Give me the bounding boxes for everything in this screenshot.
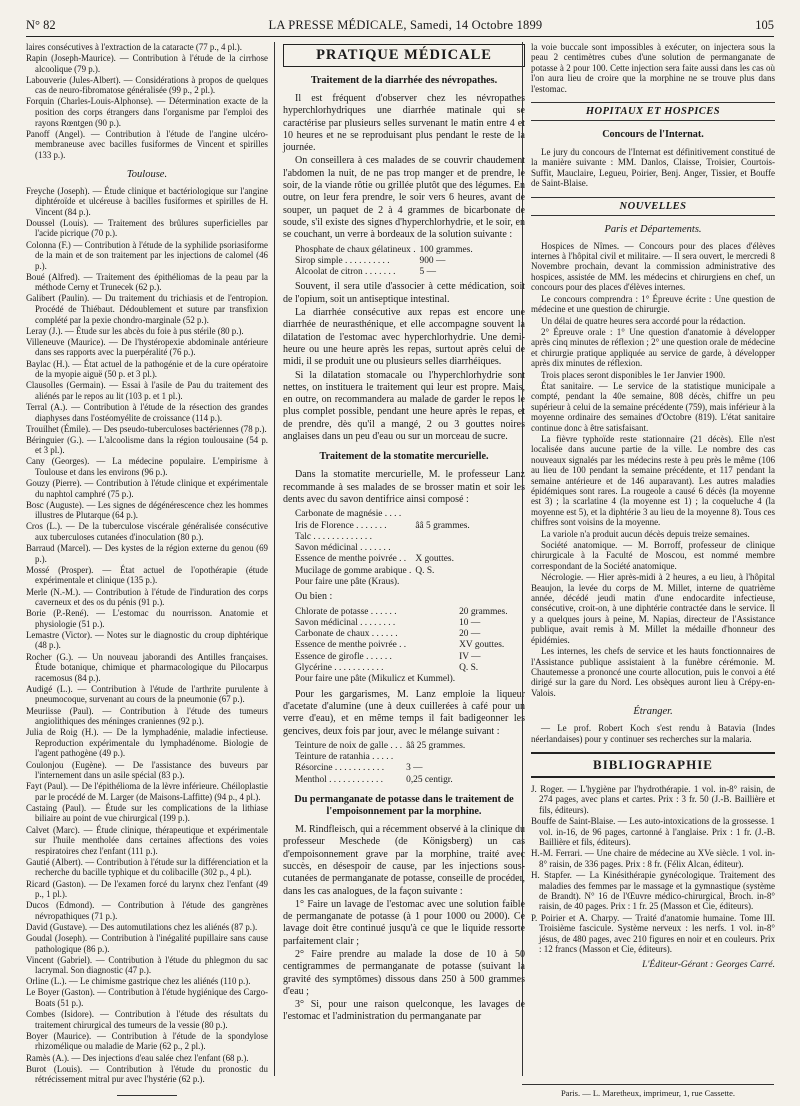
paragraph: Pour les gargarismes, M. Lanz emploie la liqueur d'acetate d'alumine (une à deux cuillerées à café pour un verre d'eau), et en même temps il fait badigeonner les gencives, deux fois par jour, avec le mélange suivant : bbox=[283, 688, 525, 737]
thesis-entry: laires consécutives à l'extraction de la cataracte (77 p., 4 pl.). bbox=[26, 42, 242, 52]
bibliography-entry: H. Stapfer. — La Kinésithérapie gynécologique. Traitement des maladies des femmes par le massage et la gymnastique (système de Brandt). N° 16 de l'Œuvre médico-chirurgical, Broch. in-8° raisin, de 40 pages. Prix : 1 fr. 25 (Masson et Cie, éditeurs). bbox=[531, 870, 775, 912]
thesis-entry: Freyche (Joseph). — Étude clinique et bactériologique sur l'angine diphtéroïde et ulcéreuse à bacilles fusiformes et spirilles de H. Vincent (84 p.). bbox=[26, 185, 268, 217]
ingredient: Talc . . . . . . . . . . . . . bbox=[295, 531, 372, 542]
quantity: 5 — bbox=[419, 267, 436, 278]
formula-row bbox=[293, 566, 472, 577]
thesis-entry: Gouzy (Pierre). — Contribution à l'étude clinique et expérimentale du naphtol camphré (75 p.). bbox=[26, 478, 268, 499]
thesis-entry: Boyer (Maurice). — Contribution à l'étude de la spondylose rhizomélique ou maladie de Marie (62 p., 2 pl.). bbox=[26, 1030, 268, 1052]
ingredient: Sirop simple . . . . . . . . . . bbox=[295, 255, 390, 266]
formula-row bbox=[293, 663, 510, 674]
formula-row bbox=[293, 640, 510, 651]
issue-number: N° 82 bbox=[26, 17, 56, 32]
formula-row bbox=[293, 752, 467, 763]
thesis-entry: Borie (P.-René). — L'estomac du nourrisson. Anatomie et physiologie (51 p.). bbox=[26, 608, 268, 629]
thesis-entry: Fayt (Paul). — De l'épithélioma de la lèvre inférieure. Chéiloplastie par le procédé de M. Larger (de Maisons-Laffitte) (94 p., 4 pl.). bbox=[26, 781, 268, 802]
news-item: Société anatomique. — M. Borroff, professeur de clinique chirurgicale à la Faculté de Moscou, est nommé membre correspondant de la Société anatomique. bbox=[531, 540, 775, 571]
thesis-entry: Colonna (F.) — Contribution à l'étude de la syphilide psoriasiforme de la main et de son traitement par les injections de calomel (46 p.). bbox=[26, 239, 268, 271]
formula-row bbox=[293, 618, 510, 629]
thesis-entry: Cros (L.). — De la tuberculose viscérale généralisée consécutive aux tuberculoses cutanées d'inoculation (80 p.). bbox=[26, 521, 268, 543]
thesis-entry: Bosc (Auguste). — Les signes de dégénérescence chez les hommes illustres de Plutarque (64 p.). bbox=[26, 499, 268, 521]
bibliography-entry: P. Poirier et A. Charpy. — Traité d'anatomie humaine. Tome III. Troisième fascicule. Système nerveux : les nerfs. 1 vol. in-8° jésus, de 480 pages, avec 210 figures en noir et en couleurs. Prix : 12 francs (Masson et Cie, éditeurs). bbox=[531, 912, 775, 955]
paragraph: Si la dilatation stomacale ou l'hyperchlorhydrie sont nettes, on instituera le traitement qui leur est propre. Mais, en outre, on recommandera au malade de garder le repos le plus complet possible, pendant une heure après le repas, et de prendre, dès qu'il a mangé, 2 ou 3 gouttes noires anglaises dans un peu d'eau ou sur un morceau de sucre. bbox=[283, 369, 525, 443]
thesis-entry: Baylac (H.). — État actuel de la pathogénie et de la cure opératoire de la myopie aiguë (50 p. et 3 pl.). bbox=[26, 358, 268, 380]
ingredient: Pour faire une pâte (Mikulicz et Kummel). bbox=[295, 674, 456, 685]
ingredient: Essence de girofle . . . . . . bbox=[295, 651, 392, 662]
thesis-entry: Castaing (Paul). — Étude sur les complications de la lithiase biliaire au point de vue chirurgical (199 p.). bbox=[26, 802, 268, 824]
quantity: XV gouttes. bbox=[459, 640, 505, 651]
thesis-entry: Béringuier (G.). — L'alcoolisme dans la région toulousaine (54 p. et 3 pl.). bbox=[26, 434, 268, 456]
thesis-entry: Le Boyer (Gaston). — Contribution à l'étude hygiénique des Cargo-Boats (51 p.). bbox=[26, 987, 268, 1009]
section-title-nouvelles: NOUVELLES bbox=[531, 197, 775, 216]
formula-row bbox=[293, 775, 467, 786]
quantity bbox=[413, 532, 471, 543]
ingredient: Carbonate de magnésie . . . . bbox=[295, 509, 402, 520]
bibliography-list bbox=[531, 784, 775, 955]
thesis-entry: Boué (Alfred). — Traitement des épithéliomas de la peau par la méthode Cerny et Trunecek (62 p.). bbox=[26, 271, 268, 293]
paragraph: Dans la stomatite mercurielle, M. le professeur Lanz recommande à ses malades de se brosser matin et soir les dents avec du savon dentifrice ainsi composé : bbox=[283, 469, 525, 505]
quantity: Q. S. bbox=[459, 663, 479, 674]
heading-etranger: Étranger. bbox=[633, 706, 673, 718]
thesis-entry: Burot (Louis). — Contribution à l'étude du pronostic du rétrécissement mitral pur avec l'hystérie (62 p.). bbox=[26, 1063, 268, 1085]
news-item: Le concours comprendra : 1° Épreuve écrite : Une question de médecine et une question de chirurgie. bbox=[531, 293, 775, 315]
paragraph: 1° Faire un lavage de l'estomac avec une solution faible de permanganate de potasse (à 1 pour 1000 ou 2000). Ce lavage doit être continué jusqu'à ce que le liquide ressorte parfaitement clair ; bbox=[283, 898, 525, 947]
quantity: ââ 5 grammes. bbox=[415, 520, 470, 531]
formula-row bbox=[293, 509, 472, 520]
bibliography-entry: J. Roger. — L'hygiène par l'hydrothérapie. 1 vol. in-8° raisin, de 274 pages, avec plans et cartes. Prix : 3 fr. 50 (J.-B. Baillière et fils, éditeurs). bbox=[531, 783, 775, 815]
ingredient: Glycérine . . . . . . . . . . . bbox=[295, 663, 384, 674]
ingredient: Menthol . . . . . . . . . . . . bbox=[295, 774, 384, 785]
thesis-entry: David (Gustave). — Des automutilations chez les aliénés (87 p.). bbox=[26, 921, 258, 932]
thesis-entry: Julia de Roig (H.). — De la lymphadénie, maladie infectieuse. Reproduction expérimentale du lymphadénome. Biologie de l'agent pathogène (49 p.). bbox=[26, 727, 268, 759]
ingredient: Alcoolat de citron . . . . . . . bbox=[295, 267, 396, 278]
thesis-entry: Mossé (Prosper). — État actuel de l'opothérapie (étude expérimentale et clinique (135 p.). bbox=[26, 564, 268, 586]
column-theses bbox=[26, 42, 268, 1085]
quantity: Q. S. bbox=[415, 565, 435, 576]
ingredient: Mucilage de gomme arabique . bbox=[295, 565, 412, 576]
thesis-entry: Vincent (Gabriel). — Contribution à l'étude du phlegmon du sac lacrymal. Son diagnostic (47 p.). bbox=[26, 954, 268, 976]
ingredient: Essence de menthe poivrée . . bbox=[295, 640, 407, 651]
formula-1 bbox=[293, 245, 475, 279]
thesis-entry: Goudal (Joseph). — Contribution à l'inégalité pupillaire sans cause pathologique (86 p.). bbox=[26, 933, 268, 954]
column-pratique bbox=[274, 42, 525, 1076]
printer-footer: Paris. — L. Maretheux, imprimeur, 1, rue Cassette. bbox=[522, 1084, 774, 1098]
thesis-entry: Calvet (Marc). — Étude clinique, thérapeutique et expérimentale sur l'huile mentholée dans certaines affections des voies respiratoires chez l'enfant (111 p.). bbox=[26, 824, 268, 856]
formula-row bbox=[293, 629, 510, 640]
formula-row bbox=[293, 674, 510, 685]
formula-row bbox=[293, 245, 475, 256]
formula-row bbox=[293, 267, 475, 278]
formula-row bbox=[293, 652, 510, 663]
formula-row bbox=[293, 532, 472, 543]
paragraph: Le jury du concours de l'Internat est définitivement constitué de la manière suivante : MM. Danlos, Claisse, Troisier, Courtois-Suffit, Mauclaire, Legueu, Poirier, Benj. Anger, Tissier, et Bouffe de Saint-Blaise. bbox=[531, 147, 775, 189]
heading-diarrhee: Traitement de la diarrhée des névropathes. bbox=[310, 75, 498, 86]
thesis-entry: Combes (Isidore). — Contribution à l'étude des résultats du traitement chirurgical des tumeurs de la vessie (80 p.). bbox=[26, 1009, 268, 1030]
ingredient: Essence de menthe poivrée . . bbox=[295, 554, 407, 565]
toulouse-heading: Toulouse. bbox=[126, 168, 168, 180]
news-item: Trois places seront disponibles le 1er Janvier 1900. bbox=[541, 369, 726, 380]
paragraph: Souvent, il sera utile d'associer à cette médication, soit de l'opium, soit un antiseptique intestinal. bbox=[283, 281, 525, 305]
section-title-hopitaux: HOPITAUX ET HOSPICES bbox=[531, 102, 775, 121]
news-item: État sanitaire. — Le service de la statistique municipale a compté, pendant la 40e semaine, 808 décès, chiffre un peu supérieur à celui de la semaine précédente (759), mais inférieur à la moyenne ordinaire des semaines d'Octobre (819). L'état sanitaire continue donc à être satisfaisant. bbox=[531, 380, 775, 433]
thesis-entry: Rapin (Joseph-Maurice). — Contribution à l'étude de la cirrhose alcoolique (79 p.). bbox=[26, 53, 268, 74]
thesis-entry: Rocher (G.). — Un nouveau jaborandi des Antilles françaises. Étude botanique, chimique et pharmacologique du Pilocarpus racemosus (84 p.). bbox=[26, 651, 268, 683]
formula-row bbox=[293, 543, 472, 554]
news-item: Les internes, les chefs de service et les hauts fonctionnaires de l'Assistance publique assistaient à la funèbre cérémonie. M. Chautemesse a prononcé une courte allocution, puis le convoi a été dirigé sur la gare du Nord. Les obsèques auront lieu à Crépy-en-Valois. bbox=[531, 646, 775, 698]
quantity: 0,25 centigr. bbox=[406, 774, 453, 785]
thesis-entry: Trouilhet (Émile). — Des pseudo-tuberculoses bactériennes (78 p.). bbox=[26, 423, 267, 434]
thesis-entry: Ramès (A.). — Des injections d'eau salée chez l'enfant (68 p.). bbox=[26, 1052, 249, 1063]
quantity: IV — bbox=[459, 651, 481, 662]
thesis-entry: Gautié (Albert). — Contribution à l'étude sur la différenciation et la recherche du bacille typhique et du colibacille (302 p., 4 pl.). bbox=[26, 856, 268, 878]
thesis-entry: Coulonjou (Eugène). — De l'assistance des buveurs par l'internement dans un asile spécial (83 p.). bbox=[26, 759, 268, 781]
ingredient: Savon médicinal . . . . . . . bbox=[295, 543, 391, 554]
ingredient: Iris de Florence . . . . . . . bbox=[295, 520, 387, 531]
formula-row bbox=[293, 607, 510, 618]
ingredient: Phosphate de chaux gélatineux . bbox=[295, 244, 416, 255]
thesis-entry: Lemastre (Victor). — Notes sur le diagnostic du croup diphtérique (48 p.). bbox=[26, 629, 268, 651]
quantity bbox=[413, 509, 471, 520]
thesis-entry: Doussel (Louis). — Traitement des brûlures superficielles par l'acide picrique (70 p.). bbox=[26, 217, 268, 239]
formula-3 bbox=[293, 607, 510, 686]
formula-row bbox=[293, 577, 472, 588]
news-item: La fièvre typhoïde reste stationnaire (21 décès). Elle n'est localisée dans aucune partie de la ville. Le nombre des cas nouveaux signalés par les médecins reste à peu près le même (106 au lieu de 100 pendant la semaine précédente, et 117 pendant la semaine antérieure et de 146 auparavant). Les autres maladies épidémiques sont rares. La rougeole a causé 6 décès (la moyenne est 3) ; la scarlatine 4 (la moyenne est 1) ; la coqueluche 4 (la moyenne est 5), et la diphtérie 3 au lieu de la moyenne 8). Tous ces chiffres sont voisins de la moyenne. bbox=[531, 433, 775, 528]
quantity: ââ 25 grammes. bbox=[406, 740, 466, 751]
masthead-title: LA PRESSE MÉDICALE, Samedi, 14 Octobre 1899 bbox=[268, 17, 543, 32]
section-title-pratique: PRATIQUE MÉDICALE bbox=[283, 44, 525, 67]
quantity: 3 — bbox=[406, 763, 423, 774]
thesis-entry: Meuriisse (Paul). — Contribution à l'étude des tumeurs angiolithiques des méninges craniennes (92 p.). bbox=[26, 705, 268, 727]
thesis-entry: Merle (N.-M.). — Contribution à l'étude de l'induration des corps caverneux et des os du pénis (91 p.). bbox=[26, 586, 268, 608]
column-news bbox=[522, 42, 775, 1076]
paragraph: La diarrhée consécutive aux repas est encore une diarrhée de neurasthénique, et elle accompagne souvent la dilatation de l'estomac avec hyperchlorhydrie. Une demi-heure ou une heure après les repas, surtout après celui de midi, il se produit une ou plusieurs selles diarrhéiques. bbox=[283, 307, 525, 368]
formula-row bbox=[293, 741, 467, 752]
news-item: Hospices de Nîmes. — Concours pour des places d'élèves internes à l'hôpital civil et militaire. — Il sera ouvert, le mercredi 8 Novembre prochain, devant la commission administrative des hospices, assistée de MM. les médecins et chirurgiens en chef, un concours pour des places d'élèves internes. bbox=[531, 240, 775, 293]
thesis-entry: Cany (Georges). — La médecine populaire. L'empirisme à Toulouse et dans les environs (96 p.). bbox=[26, 456, 268, 477]
formula-row bbox=[293, 763, 467, 774]
ingredient: Carbonate de chaux . . . . . . bbox=[295, 629, 398, 640]
thesis-entry: Galibert (Paulin). — Du traitement du trichiasis et de l'entropion. Procédé de Thiébaut. Dédoublement et suture par transfixion complété par la pexie chondro-marginale (52 p.). bbox=[26, 293, 268, 325]
page-header bbox=[26, 14, 774, 37]
section-title-bibliographie: BIBLIOGRAPHIE bbox=[531, 752, 775, 778]
paragraph: Il est fréquent d'observer chez les névropathes hyperchlorhydriques une diarrhée matinale qui se caractérise par plusieurs selles survenant le matin entre 4 et 10 heures et ne se reproduisant plus pendant le reste de la journée. bbox=[283, 93, 525, 154]
news-item: — Le prof. Robert Koch s'est rendu à Batavia (Indes néerlandaises) pour y continuer ses recherches sur la malaria. bbox=[531, 723, 775, 744]
paragraph: la voie buccale sont impossibles à exécuter, on injectera sous la peau 2 centimètres cubes d'une solution de permanganate de potasse à 2 pour 100. Cette injection sera faite aussi dans les cas où l'on aura lieu de croire que la morphine ne se trouve plus dans l'estomac. bbox=[531, 42, 775, 94]
quantity: 20 grammes. bbox=[459, 606, 508, 617]
formula-2 bbox=[293, 509, 472, 588]
paragraph: On conseillera à ces malades de se couvrir chaudement l'abdomen la nuit, de ne pas trop manger et de prendre, le soir, de la viande rôtie ou grillée plutôt que des légumes. En outre, on leur fera prendre, le soir vers 6 heures, avant de souper, un paquet de 2 à 4 grammes de bicarbonate de soude, s'il existe des signes d'hyperchlorhydrie, et le soir, en se couchant, un verre à bordeaux de la solution suivante : bbox=[283, 155, 525, 241]
theses-list-a bbox=[26, 42, 268, 161]
bibliography-entry: Bouffe de Saint-Blaise. — Les auto-intoxications de la grossesse. 1 vol. in-16, de 96 pages, cartonné à l'anglaise. Prix : 1 fr. (J.-B. Baillière et fils, éditeurs). bbox=[531, 816, 775, 847]
news-item: 2° Épreuve orale : 1° Une question d'anatomie à développer après cinq minutes de réflexion ; 2° une question orale de médecine et chirurgie pratique appliquée au service de garde, à développer après dix minutes de réflexion. bbox=[531, 326, 775, 369]
bibliography-entry: H.-M. Ferrari. — Une chaire de médecine au XVe siècle. 1 vol. in-8° raisin, de 336 pages. Prix : 8 fr. (Félix Alcan, éditeur). bbox=[531, 848, 775, 869]
thesis-entry: Labouverie (Jules-Albert). — Considérations à propos de quelques cas de neuro-fibromatose généralisée (99 p., 2 pl.). bbox=[26, 74, 268, 96]
thesis-entry: Orline (L.). — Le chimisme gastrique chez les aliénés (110 p.). bbox=[26, 976, 251, 987]
ingredient: Pour faire une pâte (Kraus). bbox=[295, 576, 400, 587]
heading-paris: Paris et Départements. bbox=[604, 223, 702, 235]
thesis-entry: Leray (J.). — Étude sur les abcès du foie à pus stérile (80 p.). bbox=[26, 325, 244, 336]
ingredient: Savon médicinal . . . . . . . . bbox=[295, 617, 396, 628]
quantity: 10 — bbox=[459, 617, 481, 628]
thesis-entry: Villeneuve (Maurice). — De l'hystéropexie abdominale antérieure dans ses rapports avec la puerpéralité (76 p.). bbox=[26, 336, 268, 358]
thesis-entry: Ricard (Gaston). — De l'examen forcé du larynx chez l'enfant (49 p., 1 pl.). bbox=[26, 878, 268, 900]
paragraph: M. Rindfleisch, qui a récemment observé à la clinique du professeur Meschede (de Königsberg) un cas d'empoisonnement grave par la morphine, traité avec succès, en désespoir de cause, par les injections sous-cutanées de permanganate de potasse, conseille de procéder, dans les cas analogues, de la façon suivante : bbox=[283, 824, 525, 897]
thesis-entry: Ducos (Edmond). — Contribution à l'étude des gangrènes névropathiques (71 p.). bbox=[26, 900, 268, 921]
quantity: 100 grammes. bbox=[419, 244, 473, 255]
heading-stomatite: Traitement de la stomatite mercurielle. bbox=[319, 451, 489, 463]
thesis-entry: Audigé (L.). — Contribution à l'étude de l'arthrite purulente à pneumocoque, survenant au cours de la pneumonie (67 p.). bbox=[26, 683, 268, 705]
news-item: La variole n'a produit aucun décès depuis treize semaines. bbox=[541, 528, 750, 539]
formula-row bbox=[293, 554, 472, 565]
ingredient: Chlorate de potasse . . . . . . bbox=[295, 606, 397, 617]
paragraph: 3° Si, pour une raison quelconque, les lavages de l'estomac et l'administration du permanganate par bbox=[283, 999, 525, 1023]
formula-row bbox=[293, 256, 475, 267]
quantity bbox=[457, 674, 509, 685]
end-rule bbox=[117, 1095, 177, 1096]
formula-row bbox=[293, 521, 472, 532]
news-item: Un délai de quatre heures sera accordé pour la rédaction. bbox=[541, 315, 746, 326]
quantity: 900 — bbox=[419, 255, 446, 266]
ingredient: Résorcine . . . . . . . . . . . bbox=[295, 763, 385, 774]
thesis-entry: Panoff (Angel). — Contribution à l'étude de l'angine ulcéro-membraneuse avec bacilles fusiformes de Vincent et spirilles (133 p.). bbox=[26, 128, 268, 160]
news-item: Nécrologie. — Hier après-midi à 2 heures, a eu lieu, à l'hôpital Beaujon, la levée du corps de M. Millet, interne de quatrième année, décédé jeudi matin d'une endocardite infectieuse, consécutive, croit-on, à une diphtérie contractée dans le service. Il y a quelques jours à peine, M. Napias, directeur de l'Assistance publique, avait remis à M. Millet la médaille d'honneur des épidémies. bbox=[531, 572, 775, 645]
thesis-entry: Barraud (Marcel). — Des kystes de la région externe du genou (69 p.). bbox=[26, 543, 268, 564]
paragraph: 2° Faire prendre au malade la dose de 10 à 50 centigrammes de permanganate de potasse (suivant la gravité des symptômes) dissous dans 250 à 500 grammes d'eau ; bbox=[283, 949, 525, 997]
page-number: 105 bbox=[755, 17, 774, 32]
editeur-gerant: L'Éditeur-Gérant : Georges Carré. bbox=[642, 960, 775, 971]
ingredient: Teinture de noix de galle . . . bbox=[295, 740, 403, 751]
quantity: 20 — bbox=[459, 629, 481, 640]
heading-concours: Concours de l'Internat. bbox=[602, 129, 704, 141]
quantity bbox=[404, 752, 467, 763]
heading-permanganate: Du permanganate de potasse dans le traitement de l'empoisonnement par la morphine. bbox=[294, 794, 514, 818]
quantity: X gouttes. bbox=[415, 554, 454, 565]
thesis-entry: Terral (A.). — Contribution à l'étude de la résection des grandes diaphyses dans l'ostéomyélite de croissance (114 p.). bbox=[26, 401, 268, 423]
quantity bbox=[413, 577, 471, 588]
quantity bbox=[413, 543, 471, 554]
thesis-entry: Clausolles (Germain). — Essai à l'asile de Pau du traitement des aliénés par le repos au lit (103 p. et 1 pl.). bbox=[26, 380, 268, 401]
thesis-entry: Forquin (Charles-Louis-Alphonse). — Détermination exacte de la position des corps étrangers dans l'organisme par l'emploi des rayons Rœntgen (90 p.). bbox=[26, 96, 268, 128]
formula-4 bbox=[293, 741, 467, 786]
ingredient: Teinture de ratanhia . . . . . bbox=[295, 752, 394, 763]
theses-list-b bbox=[26, 186, 268, 1085]
ou-bien: Ou bien : bbox=[295, 591, 333, 603]
